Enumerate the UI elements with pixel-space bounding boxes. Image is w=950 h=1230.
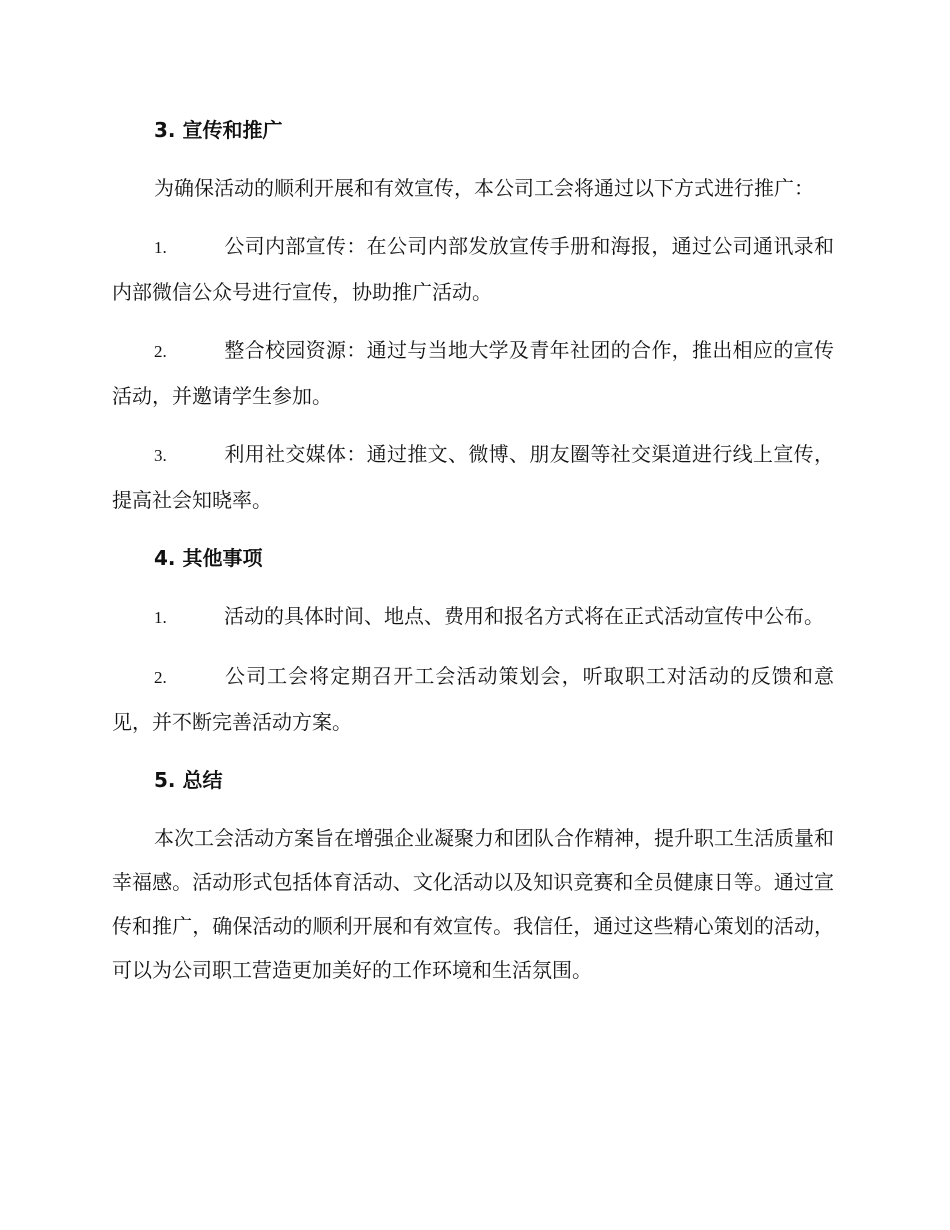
summary-paragraph: 本次工会活动方案旨在增强企业凝聚力和团队合作精神，提升职工生活质量和幸福感。活动形式包括体育活动、文化活动以及知识竞赛和全员健康日等。通过宣传和推广，确保活动的顺利开展和有效宣传。我信任，通过这些精心策划的活动，可以为公司职工营造更加美好的工作环境和生活氛围。 (112, 826, 834, 982)
section-heading-promotion: 3. 宣传和推广 (154, 118, 283, 142)
promotion-intro: 为确保活动的顺利开展和有效宣传，本公司工会将通过以下方式进行推广： (154, 176, 814, 200)
list-number: 3. (154, 446, 167, 465)
list-item (112, 594, 834, 640)
document-content (112, 108, 834, 1006)
list-number: 2. (154, 342, 167, 361)
list-item (112, 328, 834, 418)
list-item (112, 224, 834, 314)
list-number: 1. (154, 608, 167, 627)
list-item-text: 公司内部宣传：在公司内部发放宣传手册和海报，通过公司通讯录和内部微信公众号进行宣传，协助推广活动。 (112, 234, 834, 304)
list-item-text: 整合校园资源：通过与当地大学及青年社团的合作，推出相应的宣传活动，并邀请学生参加。 (112, 338, 834, 408)
list-number: 2. (154, 668, 167, 687)
list-item-text: 公司工会将定期召开工会活动策划会，听取职工对活动的反馈和意见，并不断完善活动方案。 (112, 664, 834, 734)
section-heading-other-matters: 4. 其他事项 (154, 546, 263, 570)
list-item (112, 654, 834, 744)
section-heading-summary: 5. 总结 (154, 768, 223, 792)
list-item-text: 利用社交媒体：通过推文、微博、朋友圈等社交渠道进行线上宣传，提高社会知晓率。 (112, 442, 834, 512)
list-number: 1. (154, 238, 167, 257)
list-item-text: 活动的具体时间、地点、费用和报名方式将在正式活动宣传中公布。 (224, 604, 824, 628)
list-item (112, 432, 834, 522)
